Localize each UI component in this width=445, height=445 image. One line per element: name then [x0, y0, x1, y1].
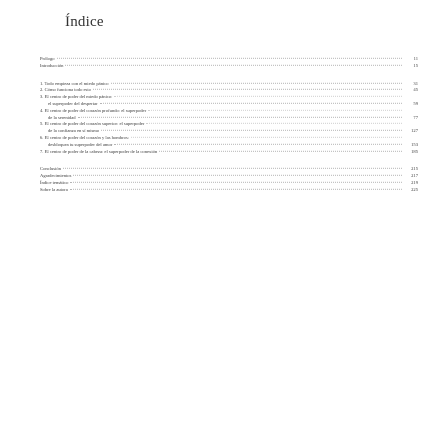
- toc-entry-page: 45: [413, 87, 418, 93]
- toc-entry-label: 6. El centro de poder del corazón y las hombros:: [40, 134, 130, 140]
- toc-entry[interactable]: [40, 135, 418, 142]
- toc-entry[interactable]: [40, 87, 418, 94]
- toc-entry[interactable]: [40, 81, 418, 88]
- toc-entry-page: 219: [411, 179, 418, 185]
- toc-entry-page: 185: [411, 148, 418, 154]
- toc-entry[interactable]: [40, 101, 418, 108]
- toc-entry[interactable]: [40, 180, 418, 187]
- toc-entry-label: Prólogo: [40, 56, 55, 61]
- toc-entry[interactable]: [40, 166, 418, 173]
- dot-leader: [101, 130, 402, 131]
- dot-leader: [114, 96, 402, 97]
- toc-entry[interactable]: [40, 173, 418, 180]
- dot-leader: [73, 175, 402, 176]
- toc-entry-page: 217: [411, 173, 418, 179]
- toc-entry-page: 127: [411, 128, 418, 134]
- toc-entry-label: 3. El centro de poder del miedo pánico:: [40, 94, 113, 100]
- toc-entry-page: 31: [413, 80, 418, 86]
- toc-group: [40, 81, 418, 156]
- toc-entry-label: 4. El centro de poder del corazón profundo: el superpoder: [40, 107, 147, 113]
- toc-entry-label: el superpoder del despertar: [48, 100, 98, 106]
- toc-entry[interactable]: [40, 115, 418, 122]
- toc-entry[interactable]: [40, 187, 418, 194]
- toc-entry-page: 77: [413, 114, 418, 120]
- toc-entry-page: 225: [411, 186, 418, 192]
- dot-leader: [159, 150, 402, 151]
- toc-entry-label: desbloquea tu superpoder del amor: [48, 141, 113, 147]
- dot-leader: [65, 65, 402, 66]
- toc-entry-label: Conclusión: [40, 166, 61, 172]
- toc-entry-page: 215: [411, 166, 418, 172]
- toc-entry[interactable]: [40, 94, 418, 101]
- toc-entry-page: 153: [411, 141, 418, 147]
- toc-entry[interactable]: [40, 128, 418, 135]
- toc-entry-label: de la serenidad: [48, 114, 76, 120]
- dot-leader: [93, 89, 402, 90]
- toc-entry-label: de la confianza en sí mismo: [48, 128, 100, 134]
- toc-entry-label: 1. Todo empieza con el miedo pánico: [40, 80, 109, 86]
- dot-leader: [131, 137, 402, 138]
- toc-entry[interactable]: [40, 108, 418, 115]
- toc-entry-label: Agradecimientos: [40, 173, 72, 179]
- toc-entry[interactable]: [40, 63, 418, 70]
- toc-entry-label: Introducción: [40, 62, 64, 68]
- dot-leader: [70, 189, 402, 190]
- dot-leader: [63, 168, 402, 169]
- toc-entry-page: 15: [413, 62, 418, 68]
- table-of-contents: [40, 56, 418, 205]
- dot-leader: [100, 103, 402, 104]
- toc-entry[interactable]: [40, 56, 418, 63]
- toc-entry[interactable]: [40, 149, 418, 156]
- toc-entry-label: 2. Cómo funciona todo esto: [40, 87, 91, 93]
- toc-entry-page: 11: [413, 56, 418, 61]
- toc-group: [40, 56, 418, 70]
- toc-entry-label: Índice temático: [40, 179, 69, 185]
- dot-leader: [70, 182, 402, 183]
- dot-leader: [148, 110, 402, 111]
- toc-group: [40, 166, 418, 193]
- toc-entry-label: Sobre la autora: [40, 186, 68, 192]
- dot-leader: [57, 58, 402, 59]
- toc-entry[interactable]: [40, 142, 418, 149]
- page-title: Índice: [65, 14, 104, 30]
- toc-entry[interactable]: [40, 121, 418, 128]
- toc-entry-label: 7. El centro de poder de la cabeza: el superpoder de la conexión: [40, 148, 158, 154]
- dot-leader: [114, 144, 402, 145]
- dot-leader: [146, 123, 402, 124]
- dot-leader: [78, 116, 402, 117]
- toc-entry-page: 59: [413, 100, 418, 106]
- toc-entry-label: 5. El centro de poder del corazón superior: el superpoder: [40, 121, 145, 127]
- dot-leader: [111, 82, 402, 83]
